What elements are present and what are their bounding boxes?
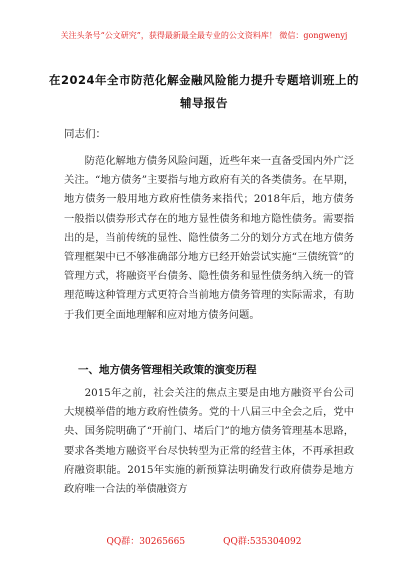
footer-qq-group: QQ群：30265665	[106, 537, 186, 547]
document-title-line-2: 辅导报告	[180, 96, 228, 110]
footer-contact	[0, 534, 408, 547]
footer-qq-group-2: QQ群:535304092	[223, 537, 302, 547]
section-heading: 一、地方债务管理相关政策的演变历程	[78, 364, 257, 376]
paragraph: 防范化解地方债务风险问题，近些年来一直备受国内外广泛关注。“地方债务”主要指与地方政府有关的各类债务。在早期，地方债务一般用地方政府性债务来指代；2018年后，地方债务一般指以债券形式存在的地方显性债务和地方隐性债务。需要指出的是，当前传统的显性、隐性债务二分的划分方式在地方债务管理框架中已不够准确部分地方已经开始尝试实施“三债统管”的管理方式，将融资平台债务、隐性债务和显性债务纳入统一的管理范畴这种管理方式更符合当前地方债务管理的实际需求，有助于我们更全面地理解和应对地方债务问题。	[64, 155, 354, 321]
header-promo-text: 关注头条号“公文研究”，获得最新最全最专业的公文资料库！ 微信：gongwenyj	[60, 31, 348, 40]
body-section-intro	[64, 152, 354, 325]
body-section-1	[64, 384, 354, 499]
salutation: 同志们：	[64, 128, 106, 140]
document-title-line-1: 在2024年全市防范化解金融风险能力提升专题培训班上的	[48, 73, 359, 87]
paragraph: 2015年之前，社会关注的焦点主要是由地方融资平台公司大规模举借的地方政府性债务。党的十八届三中全会之后，党中央、国务院明确了“开前门、堵后门”的地方债务管理基本思路，要求各类地方融资平台尽快转型为正常的经营主体，不再承担政府融资职能。2015年实施的新预算法明确发行政府债券是地方政府唯一合法的举债融资方	[64, 387, 354, 496]
